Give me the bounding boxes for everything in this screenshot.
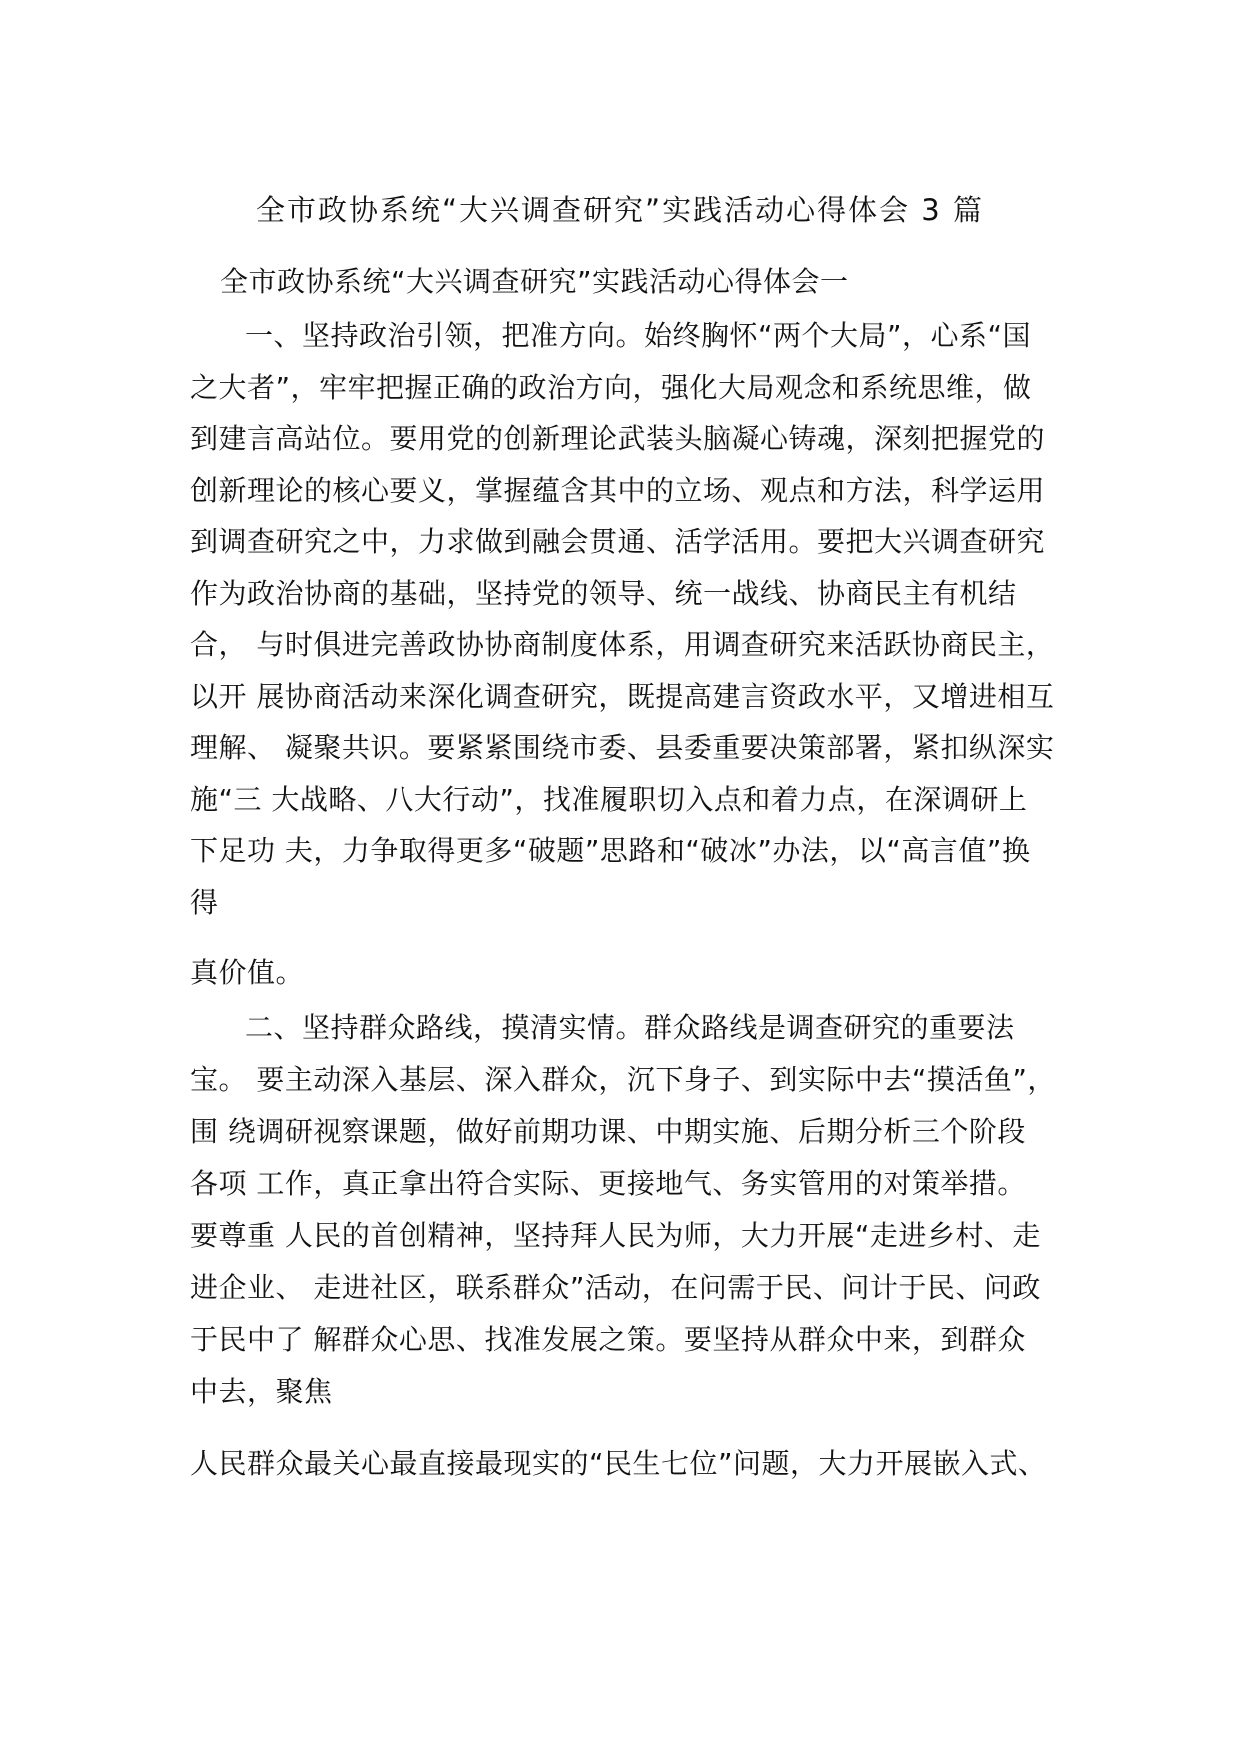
paragraph-line: 到调查研究之中，力求做到融会贯通、活学活用。要把大兴调查研究 bbox=[190, 525, 1046, 558]
paragraph-line: 进企业、 走进社区，联系群众”活动，在问需于民、问计于民、问政 bbox=[190, 1271, 1041, 1304]
paragraph-line: 到建言高站位。要用党的创新理论武装头脑凝心铸魂，深刻把握党的 bbox=[190, 422, 1046, 455]
paragraph-line: 以开 展协商活动来深化调查研究，既提高建言资政水平，又增进相互 bbox=[190, 680, 1055, 713]
paragraph-line: 下足功 夫，力争取得更多“破题”思路和“破冰”办法，以“高言值”换 bbox=[190, 834, 1031, 867]
paragraph-line: 各项 工作，真正拿出符合实际、更接地气、务实管用的对策举措。 bbox=[190, 1167, 1026, 1200]
paragraph-line: 一、坚持政治引领，把准方向。始终胸怀“两个大局”，心系“国 bbox=[245, 319, 1032, 352]
paragraph-line: 施“三 大战略、八大行动”，找准履职切入点和着力点，在深调研上 bbox=[190, 783, 1028, 816]
paragraph-line: 创新理论的核心要义，掌握蕴含其中的立场、观点和方法，科学运用 bbox=[190, 474, 1046, 507]
paragraph-line: 作为政治协商的基础，坚持党的领导、统一战线、协商民主有机结 bbox=[190, 577, 1017, 610]
paragraph-line: 于民中了 解群众心思、找准发展之策。要坚持从群众中来，到群众 bbox=[190, 1323, 1026, 1356]
paragraph-line: 之大者”，牢牢把握正确的政治方向，强化大局观念和系统思维，做 bbox=[190, 371, 1032, 404]
paragraph-line: 二、坚持群众路线，摸清实情。群众路线是调查研究的重要法 bbox=[245, 1011, 1015, 1044]
document-title: 全市政协系统“大兴调查研究”实践活动心得体会 3 篇 bbox=[256, 193, 984, 227]
section-subtitle: 全市政协系统“大兴调查研究”实践活动心得体会一 bbox=[220, 265, 849, 298]
paragraph-line: 要尊重 人民的首创精神，坚持拜人民为师，大力开展“走进乡村、走 bbox=[190, 1219, 1041, 1252]
paragraph-line: 围 绕调研视察课题，做好前期功课、中期实施、后期分析三个阶段 bbox=[190, 1115, 1026, 1148]
paragraph-line: 中去，聚焦 bbox=[190, 1375, 333, 1408]
paragraph-line: 宝。 要主动深入基层、深入群众，沉下身子、到实际中去“摸活鱼”， bbox=[190, 1063, 1056, 1096]
paragraph-line: 理解、 凝聚共识。要紧紧围绕市委、县委重要决策部署，紧扣纵深实 bbox=[190, 731, 1055, 764]
paragraph-line: 得 bbox=[190, 886, 219, 919]
paragraph-line: 人民群众最关心最直接最现实的“民生七位”问题，大力开展嵌入式、 bbox=[190, 1447, 1047, 1480]
paragraph-line: 真价值。 bbox=[190, 956, 305, 989]
paragraph-line: 合， 与时俱进完善政协协商制度体系，用调查研究来活跃协商民主， bbox=[190, 628, 1055, 661]
